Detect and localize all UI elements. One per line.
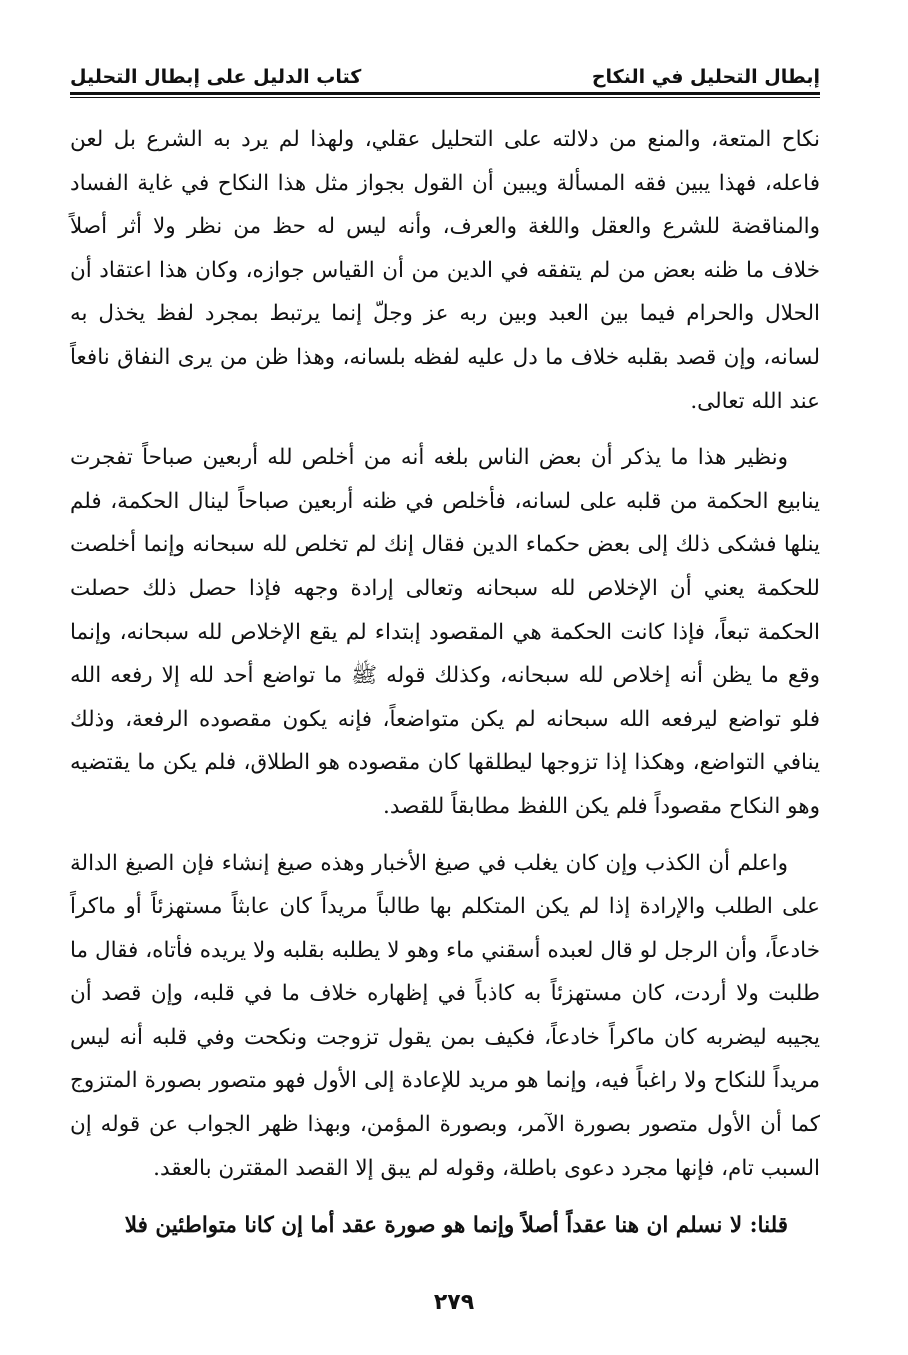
paragraph-continuation: نكاح المتعة، والمنع من دلالته على التحليل عقلي، ولهذا لم يرد به الشرع بل لعن فاعله، فهذا يبين فقه المسألة ويبين أن القول بجواز مثل هذا النكاح في غاية الفساد والمناقضة للشرع والعقل واللغة والعرف، وأنه ليس له حظ من نظر ولا أثر أصلاً خلاف ما ظنه بعض من لم يتفقه في الدين من أن القياس جوازه، وكان هذا اعتقاد أن الحلال والحرام فيما بين العبد وبين ربه عز وجلّ إنما يرتبط بمجرد لفظ يخذل به لسانه، وإن قصد بقلبه خلاف ما دل عليه لفظه بلسانه، وهذا ظن من يرى النفاق نافعاً عند الله تعالى. [70,127,820,414]
page-body [70,118,820,1248]
page-number: ٢٧٩ [433,1290,475,1315]
qulna-text: لا نسلم ان هنا عقداً أصلاً وإنما هو صورة عقد أما إن كانا متواطئين فلا [124,1213,743,1239]
paragraph-qulna [70,1204,820,1248]
paragraph: واعلم أن الكذب وإن كان يغلب في صيغ الأخبار وهذه صيغ إنشاء فإن الصيغ الدالة على الطلب والإرادة إذا لم يكن المتكلم بها طالباً مريداً كان عابثاً مستهزئاً أو ماكراً خادعاً، وأن الرجل لو قال لعبده أسقني ماء وهو لا يطلبه بقلبه ولا يريده فأتاه، فقال ما طلبت ولا أردت، كان مستهزئاً به كاذباً في إظهاره خلاف ما في قلبه، وإن قصد أن يجيبه ليضربه كان ماكراً خادعاً، فكيف بمن يقول تزوجت ونكحت وفي قلبه أنه ليس مريداً للنكاح ولا راغباً فيه، وإنما هو مريد للإعادة إلى الأول فهو متصور بصورة المتزوج كما أن الأول متصور بصورة الآمر، وبصورة المؤمن، وبهذا ظهر الجواب عن قوله إن السبب تام، فإنها مجرد دعوى باطلة، وقوله لم يبق إلا القصد المقترن بالعقد. [70,850,820,1181]
running-header [70,58,820,88]
header-rule [70,92,820,95]
qulna-lead: قلنا: [749,1213,788,1239]
header-rule-thin [70,97,820,98]
header-left-title: كتاب الدليل على إبطال التحليل [70,66,362,88]
header-right-title: إبطال التحليل في النكاح [591,66,820,88]
paragraph: ونظير هذا ما يذكر أن بعض الناس بلغه أنه من أخلص لله أربعين صباحاً تفجرت ينابيع الحكمة من قلبه على لسانه، فأخلص في ظنه أربعين صباحاً لينال الحكمة، فلم ينلها فشكى ذلك إلى بعض حكماء الدين فقال إنك لم تخلص لله سبحانه وإنما أخلصت للحكمة يعني أن الإخلاص لله سبحانه وتعالى إرادة وجهه فإذا حصل ذلك حصلت الحكمة تبعاً، فإذا كانت الحكمة هي المقصود إبتداء لم يقع الإخلاص لله سبحانه، وإنما وقع ما يظن أنه إخلاص لله سبحانه، وكذلك قوله ﷺ ما تواضع أحد لله إلا رفعه الله فلو تواضع ليرفعه الله سبحانه لم يكن متواضعاً، فإنه يكون مقصوده الرفعة، وذلك ينافي التواضع، وهكذا إذا تزوجها ليطلقها كان مقصوده هو الطلاق، فلم يكن ما يقتضيه وهو النكاح مقصوداً فلم يكن اللفظ مطابقاً للقصد. [70,445,820,819]
